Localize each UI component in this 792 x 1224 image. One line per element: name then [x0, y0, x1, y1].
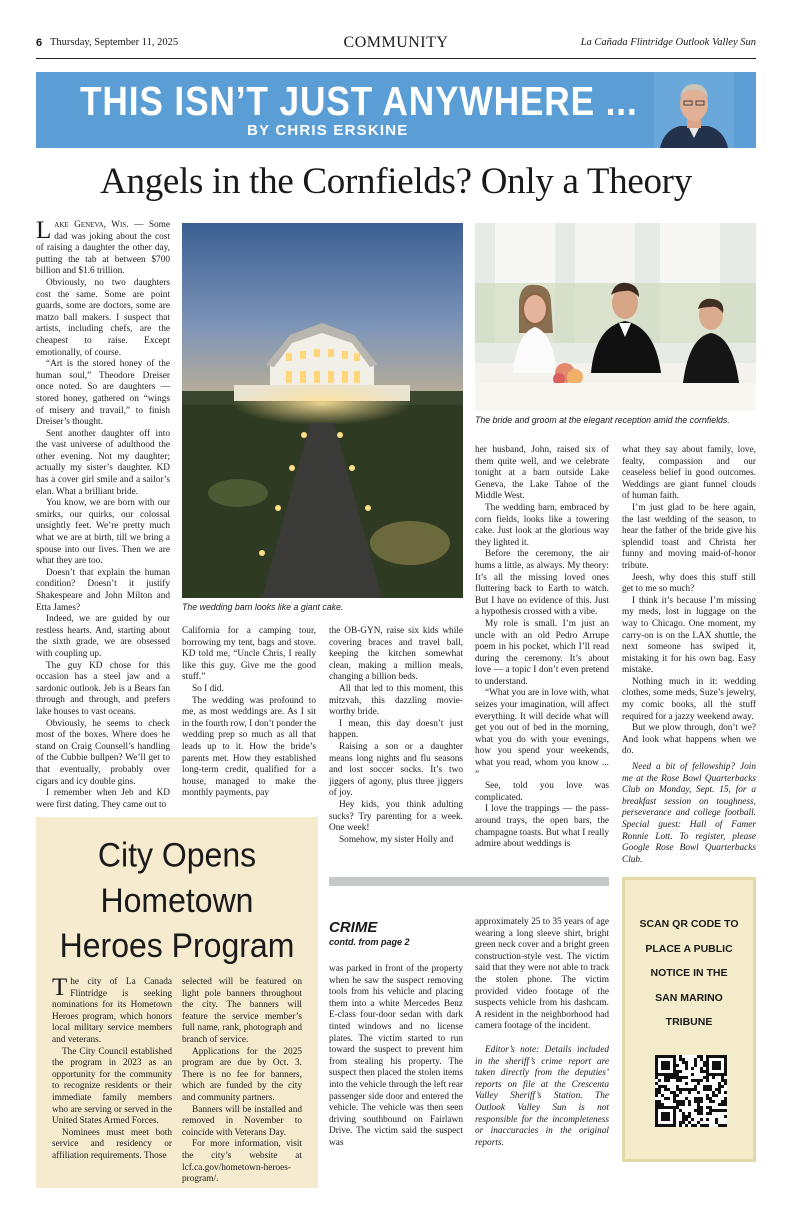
paragraph: So I did. — [192, 683, 224, 694]
paragraph: Banners will be installed and removed in November to coincide with Veterans Day. — [182, 1104, 302, 1138]
page-folio — [36, 34, 756, 54]
paragraph: I mean, this day doesn’t just happen. — [329, 718, 463, 741]
paragraph: The guy KD chose for this occasion has a steel jaw and a sardonic outlook. Jeb is a Bears fan through and through, and prefers lake houses to vast oceans. — [36, 660, 170, 717]
paragraph: The City Council established the program in 2023 as an opportunity for the community to recognize residents or their immediate family members who are serving or served in the United States Armed Forces. — [52, 1046, 172, 1127]
paragraph: Raising a son or a daughter means long nights and flu seasons and lost soccer socks. It’s two jiggers of agony, plus three jiggers of joy. — [329, 741, 463, 799]
author-headshot — [654, 72, 734, 148]
paragraph: My role is small. I’m just an uncle with an old Pedro Arrupe poem in his pocket, which I’ll read during the ceremony. It’s about love — a topic I don’t even pretend to understand. — [475, 618, 609, 687]
article-lead-paragraph: Lake Geneva, Wis. — Some dad was joking about the cost of raising a daughter the other day, putting the tab at between $700 billion and $1.6 trillion. — [36, 217, 171, 277]
paragraph: The wedding barn, embraced by corn fields, looks like a towering cake. Just look at the glorious way they lighted it. — [475, 502, 609, 548]
qr-notice-text: SCAN QR CODE TO PLACE A PUBLIC NOTICE IN THE SAN MARINO TRIBUNE — [639, 918, 739, 1028]
dropcap: T — [52, 974, 68, 1001]
paragraph: I love the trappings — the pass-around trays, the open bars, the champagne toasts. But what I really admire about weddings is — [475, 804, 609, 850]
paragraph: “What you are in love with, what seizes your imagination, will affect everything. It will decide what will get you out of bed in the morning, what you do with your evenings, how you spend your weekends, what you read, whom you know ... ” — [475, 688, 609, 780]
paragraph: The city of La Canada Flintridge is seeking nominations for its Hometown Heroes program, which honors local military service members and veterans. — [52, 974, 172, 1045]
issue-date: Thursday, September 11, 2025 — [50, 37, 179, 48]
paragraph: See, told you love was complicated. — [475, 781, 609, 803]
crime-column-1 — [329, 964, 463, 1150]
reception-photo-caption: The bride and groom at the elegant reception amid the cornfields. — [475, 415, 730, 425]
page-number: 6 — [36, 37, 43, 49]
paragraph: California for a camping tour, borrowing my tent, bags and stove. KD told me, “Uncle Chris, I really like this guy. Give me the good stuff.” — [182, 626, 316, 683]
paragraph: Nominees must meet both service and residency or affiliation requirements. Those — [52, 1127, 172, 1161]
paragraph: All that led to this moment, this mitzvah, this dazzling movie-worthy bride. — [329, 683, 463, 718]
paragraph: I remember when Jeb and KD were first dating. They came out to — [36, 788, 170, 810]
paragraph: Before the ceremony, the air hums a little, as always. My theory: It’s all the missing loved ones fluttering back to Earth to watch. But I have no evidence of this. Just a hypothesis crossed with a vibe. — [475, 549, 609, 618]
hometown-heroes-headline: City Opens Hometown Heroes Program — [59, 835, 295, 965]
paragraph: I think it’s because I’m missing my meds, lost in luggage on the way to Chicago. One moment, my carry-on is on the LAX shuttle, the next someone has swiped it, mistaking it for his own bag. Easy mistake. — [622, 595, 756, 676]
paragraph: Somehow, my sister Holly and — [339, 834, 454, 845]
paragraph: But we plow through, don’t we? And look what happens when we do. — [622, 723, 756, 757]
qr-notice-box — [622, 877, 756, 1162]
paragraph: Indeed, we are guided by our restless hearts. And, starting about the sixth grade, we are obsessed with coupling up. — [36, 614, 170, 659]
paragraph: Hey kids, you think adulting sucks? Try parenting for a week. One week! — [329, 799, 463, 834]
hometown-heroes-column-2 — [182, 977, 302, 1186]
crime-jump-line: contd. from page 2 — [329, 937, 410, 947]
paragraph: was parked in front of the property when he saw the suspect removing tools from his vehicle and placing them into a white Mercedes Benz E-class four-door sedan with dark tinted windows and no license plates. The victim started to run toward the suspect to prevent him from stealing his property. The suspect then placed the stolen items into the vehicle through the left rear passenger side door and entered the vehicle. The vehicle was then seen driving southbound on Fairlawn Drive. The victim said the suspect was — [329, 964, 463, 1148]
paper-name: La Cañada Flintridge Outlook Valley Sun — [580, 37, 756, 48]
hometown-heroes-box — [36, 817, 318, 1188]
column-kicker: THIS ISN’T JUST ANYWHERE ... — [80, 78, 638, 124]
article-column-5 — [622, 445, 756, 866]
paragraph: For more information, visit the city’s website at lcf.ca.gov/hometown-heroes-program/. — [182, 1139, 302, 1185]
paragraph: The wedding was profound to me, as most weddings are. As I sit in the fourth row, I don’t ponder the wedding prep so much as all that leads up to it. How the bride’s parents met. How they established long-term credit, qualified for a house, managed to make the monthly payments, pay — [182, 695, 316, 799]
paragraph: You know, we are born with our smirks, our quirks, our colossal unsightly feet. We’re pretty much what we are at birth, till we bring a spouse into our lives. Then we are what they are too. — [36, 498, 170, 567]
header-rule — [36, 58, 756, 59]
paragraph: approximately 25 to 35 years of age wearing a long sleeve shirt, bright green neck cover and a bright green construction-style vest. The victim said that they were not able to track the stolen phone. The victim provided video footage of the suspects vehicle from his dashcam. A resident in the neighborhood had camera footage of the incident. — [475, 917, 609, 1032]
qr-code[interactable] — [655, 1055, 727, 1127]
wedding-barn-photo — [182, 223, 463, 598]
paragraph: Sent another daughter off into the vast universe of adulthood the other evening. Not my daughter; actually my sister’s daughter. KD has a cover girl smile and a sailor’s elan. What a brilliant bride. — [36, 428, 170, 497]
bride-groom-photo — [475, 223, 756, 411]
dropcap: L — [36, 217, 52, 244]
crime-heading: CRIME — [329, 919, 378, 936]
paragraph: Applications for the 2025 program are due by Oct. 3. There is no fee for banners, which are funded by the city and community partners. — [182, 1046, 302, 1103]
editors-note: Editor’s note: Details included in the sheriff’s crime report are taken directly from the deputies’ reports on file at the Crescenta Valley Sheriff’s Station. The Outlook Valley Sun is not responsible for the incompleteness or inaccuracies in the original reports. — [475, 1044, 609, 1148]
barn-photo-caption: The wedding barn looks like a giant cake. — [182, 602, 344, 612]
paragraph: what they say about family, love, fealty, compassion and our ceaseless belief in good outcomes. Weddings are giant funnel clouds of human faith. — [622, 445, 756, 502]
paragraph: her husband, John, raised six of them quite well, and we celebrate tonight at a barn outside Lake Geneva, the Lake Tahoe of the Middle West. — [475, 445, 609, 502]
crime-column-2 — [475, 917, 609, 1149]
hometown-heroes-column-1 — [52, 974, 172, 1163]
paragraph: Nothing much in it: wedding clothes, some meds, Suze’s jewelry, my comic books, all the stuff required for a jazzy weekend away. — [622, 676, 756, 722]
crime-divider-bar — [329, 877, 609, 886]
paragraph: Doesn’t that explain the human condition? Doesn’t it justify Shakespeare and John Milton and Etta James? — [36, 567, 170, 613]
article-headline: Angels in the Cornfields? Only a Theory — [100, 161, 692, 202]
paragraph: Jeesh, why does this stuff still get to me so much? — [622, 572, 756, 595]
paragraph: selected will be featured on light pole banners throughout the city. The banners will feature the service member’s full name, rank, photograph and branch of service. — [182, 977, 302, 1045]
paragraph: the OB-GYN, raise six kids while covering braces and travel ball, keeping the kitchen somewhat clean, making a million meals, changing a billion beds. — [329, 626, 463, 683]
article-column-4 — [475, 445, 609, 851]
paragraph: Obviously, he seems to check most of the boxes. Where does he stand on Craig Counsell’s handling of the Cubbie bullpen? We’ll get to that eventually, probably over cigars and icy double gins. — [36, 718, 170, 787]
article-column-1 — [36, 217, 171, 811]
article-column-3 — [329, 626, 463, 846]
column-banner — [36, 72, 756, 148]
article-column-2 — [182, 626, 316, 800]
paragraph: “Art is the stored honey of the human soul,” Theodore Dreiser once noted. So are daughters — stored honey, gathered on “wings of misery and travail,” to finish Dreiser’s thought. — [36, 359, 170, 428]
promo-note: Need a bit of fellowship? Join me at the Rose Bowl Quarterbacks Club on Monday, Sept. 15, for a breakfast session on toughness, perseverance and college football. Special guest: Hall of Famer Ronnie Lott. To register, please Google Rose Bowl Quarterbacks Club. — [622, 762, 756, 865]
byline: BY CHRIS ERSKINE — [247, 122, 409, 139]
paragraph: Obviously, no two daughters cost the same. Some are point guards, some are doctors, some are matzo ball makers. I suspect that artists, including chefs, are the cheapest to raise. Except emotionally, of course. — [36, 277, 170, 358]
paragraph: I’m just glad to be here again, the last wedding of the season, to hear the father of the bride give his splendid toast and Christa her funny and moving maid-of-honor tribute. — [622, 502, 756, 571]
section-name: COMMUNITY — [343, 34, 449, 51]
